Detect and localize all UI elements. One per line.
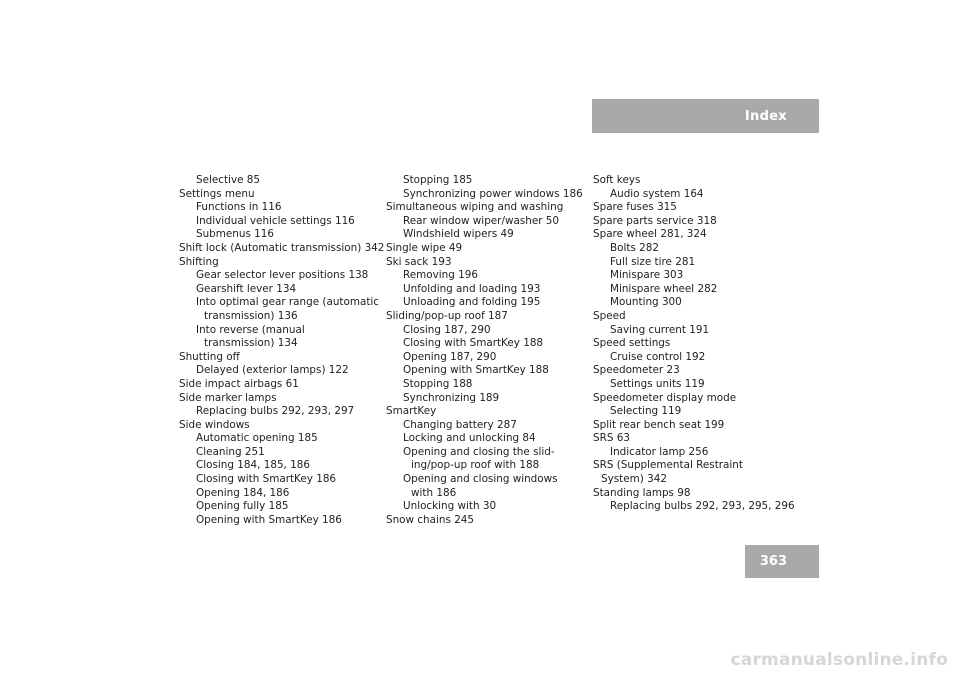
index-entry: Spare wheel 281, 324 — [593, 228, 707, 241]
index-subentry: Replacing bulbs 292, 293, 295, 296 — [610, 500, 795, 513]
index-title: Index — [744, 108, 787, 124]
index-subentry: Individual vehicle settings 116 — [196, 214, 355, 227]
page-number: 363 — [759, 554, 787, 569]
index-subentry: Opening and closing the slid- — [403, 445, 555, 458]
index-entry: Spare fuses 315 — [593, 201, 677, 214]
index-subentry: ing/pop-up roof with 188 — [411, 459, 540, 472]
index-subentry: Opening fully 185 — [196, 500, 289, 513]
index-subentry: Windshield wipers 49 — [403, 228, 514, 241]
index-column-2 — [386, 174, 586, 527]
index-entry: Spare parts service 318 — [593, 214, 717, 227]
index-subentry: Into optimal gear range (automatic — [196, 296, 380, 309]
index-subentry: Locking and unlocking 84 — [403, 432, 536, 445]
index-subentry: Automatic opening 185 — [196, 432, 318, 445]
watermark-text: carmanualsonline.info — [730, 650, 948, 670]
index-subentry: Gearshift lever 134 — [196, 282, 297, 295]
index-subentry: transmission) 136 — [204, 309, 298, 322]
index-subentry: Unlocking with 30 — [403, 500, 497, 513]
page-number-box — [745, 545, 819, 578]
index-subentry: Synchronizing 189 — [403, 391, 500, 404]
index-entry: Split rear bench seat 199 — [593, 418, 725, 431]
index-entry: Side windows — [179, 418, 250, 431]
index-subentry: Mounting 300 — [610, 296, 682, 309]
index-entry: SRS 63 — [593, 432, 630, 445]
index-subentry: Closing with SmartKey 186 — [196, 473, 337, 486]
index-subentry: Selecting 119 — [610, 405, 682, 418]
index-subentry: Into reverse (manual — [196, 323, 305, 336]
index-subentry: Minispare 303 — [610, 269, 684, 282]
index-entry: Speed — [593, 309, 626, 322]
index-entry: Shift lock (Automatic transmission) 342 — [179, 241, 385, 254]
index-entry: SmartKey — [386, 405, 437, 418]
index-subentry: Stopping 188 — [403, 377, 473, 390]
index-subentry: Opening and closing windows — [403, 473, 558, 486]
index-subentry: Full size tire 281 — [610, 255, 696, 268]
index-subentry: Indicator lamp 256 — [610, 445, 709, 458]
index-subentry: Stopping 185 — [403, 174, 473, 186]
index-subentry: Settings units 119 — [610, 377, 705, 390]
index-subentry: Closing 184, 185, 186 — [196, 459, 310, 472]
index-entry: Side marker lamps — [179, 391, 277, 404]
index-subentry: Rear window wiper/washer 50 — [403, 214, 560, 227]
index-entry: Settings menu — [179, 187, 255, 200]
index-subentry: Audio system 164 — [610, 187, 704, 200]
index-subentry: System) 342 — [601, 473, 667, 486]
index-entry: Ski sack 193 — [386, 255, 452, 268]
index-entry: Single wipe 49 — [386, 241, 463, 254]
index-subentry: Cleaning 251 — [196, 445, 265, 458]
index-entry: Speed settings — [593, 337, 671, 350]
index-subentry: Bolts 282 — [610, 241, 659, 254]
index-entry: SRS (Supplemental Restraint — [593, 459, 743, 472]
index-subentry: Unloading and folding 195 — [403, 296, 541, 309]
index-header-bar — [592, 99, 819, 133]
index-entry: Speedometer display mode — [593, 391, 737, 404]
index-subentry: Changing battery 287 — [403, 418, 517, 431]
index-column-1 — [179, 174, 385, 527]
index-subentry: Functions in 116 — [196, 201, 282, 214]
index-subentry: with 186 — [411, 486, 457, 499]
index-subentry: Opening with SmartKey 186 — [196, 513, 342, 526]
index-entry: Snow chains 245 — [386, 513, 475, 526]
index-subentry: Opening with SmartKey 188 — [403, 364, 549, 377]
index-subentry: Gear selector lever positions 138 — [196, 269, 369, 282]
index-entry: Speedometer 23 — [593, 364, 680, 377]
index-entry: Soft keys — [593, 174, 641, 186]
index-subentry: Minispare wheel 282 — [610, 282, 718, 295]
index-subentry: Replacing bulbs 292, 293, 297 — [196, 405, 355, 418]
index-subentry: Opening 184, 186 — [196, 486, 290, 499]
index-subentry: Synchronizing power windows 186 — [403, 187, 583, 200]
index-entry: Simultaneous wiping and washing — [386, 201, 564, 214]
index-subentry: transmission) 134 — [204, 337, 298, 350]
index-subentry: Opening 187, 290 — [403, 350, 497, 363]
index-subentry: Closing 187, 290 — [403, 323, 491, 336]
index-subentry: Closing with SmartKey 188 — [403, 337, 544, 350]
index-subentry: Cruise control 192 — [610, 350, 706, 363]
index-column-3 — [593, 174, 813, 514]
index-entry: Standing lamps 98 — [593, 486, 691, 499]
index-entry: Shutting off — [179, 350, 240, 363]
index-entry: Side impact airbags 61 — [179, 377, 299, 390]
index-subentry: Removing 196 — [403, 269, 478, 282]
index-subentry: Selective 85 — [196, 174, 261, 186]
index-entry: Shifting — [179, 255, 219, 268]
index-entry: Sliding/pop-up roof 187 — [386, 309, 508, 322]
index-subentry: Delayed (exterior lamps) 122 — [196, 364, 349, 377]
index-subentry: Saving current 191 — [610, 323, 710, 336]
index-subentry: Unfolding and loading 193 — [403, 282, 541, 295]
index-subentry: Submenus 116 — [196, 228, 275, 241]
